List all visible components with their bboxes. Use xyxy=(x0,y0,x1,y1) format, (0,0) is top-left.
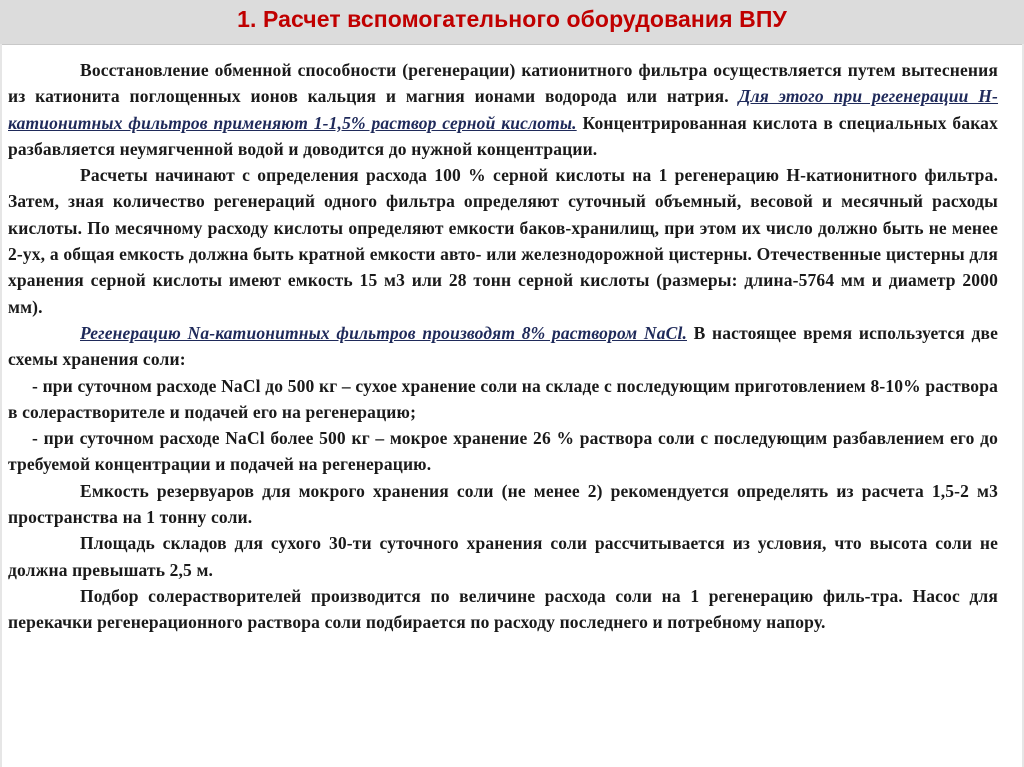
sulfuric-acid-emphasis: Для этого при регенерации Н-катионитных фильтров применяют 1-1,5% раствор серной кислоты. xyxy=(8,86,999,133)
paragraph-regeneration xyxy=(8,57,998,162)
nacl-emphasis: Регенерацию Na-катионитных фильтров производят 8% раствором NaCl. xyxy=(80,322,687,343)
paragraph-tank-capacity: Емкость резервуаров для мокрого хранения соли (не менее 2) рекомендуется определять из расчета 1,5-2 м3 пространства на 1 тонну соли. xyxy=(8,480,998,528)
body-text xyxy=(8,57,998,636)
paragraph-dissolver-selection: Подбор солерастворителей производится по величине расхода соли на 1 регенерацию филь-тра. Насос для перекачки регенерационного раствора соли подбирается по расходу последнего и потребному напору. xyxy=(8,585,998,633)
paragraph-regeneration-tail: Концентрированная кислота в специальных баках разбавляется неумягченной водой и доводится до нужной концентрации. xyxy=(8,112,998,159)
paragraph-salt-storage xyxy=(8,320,998,373)
title-bar xyxy=(0,0,1024,44)
slide-content xyxy=(2,44,1022,767)
paragraph-acid-calculation: Расчеты начинают с определения расхода 100 % серной кислоты на 1 регенерацию Н-катионитного фильтра. Затем, зная количество регенераций одного фильтра определяют суточный объемный, весовой и месячный расходы кислоты. По месячному расходу кислоты определяют емкости баков-хранилищ, при этом их число должно быть не менее 2-ух, а общая емкость должна быть кратной емкости авто- или железнодорожной цистерны. Отечественные цистерны для хранения серной кислоты имеют емкость 15 м3 или 28 тонн серной кислоты (размеры: длина-5764 мм и диаметр 2000 мм). xyxy=(8,165,998,317)
paragraph-regeneration-text: Восстановление обменной способности (регенерации) катионитного фильтра осуществляется путем вытеснения из катионита поглощенных ионов кальция и магния ионами водорода или натрия. xyxy=(8,60,998,107)
slide-title: 1. Расчет вспомогательного оборудования ВПУ xyxy=(237,6,787,32)
list-item-wet-storage: - при суточном расходе NaCl более 500 кг – мокрое хранение 26 % раствора соли с последующим разбавлением его до требуемой концентрации и подачей на регенерацию. xyxy=(8,428,998,475)
paragraph-warehouse-area: Площадь складов для сухого 30-ти суточного хранения соли рассчитывается из условия, что высота соли не должна превышать 2,5 м. xyxy=(8,533,998,580)
list-item-dry-storage: - при суточном расходе NaCl до 500 кг – сухое хранение соли на складе с последующим приготовлением 8-10% раствора в солерастворителе и подачей его на регенерацию; xyxy=(8,375,998,422)
paragraph-salt-storage-tail: В настоящее время используется две схемы хранения соли: xyxy=(8,322,998,370)
